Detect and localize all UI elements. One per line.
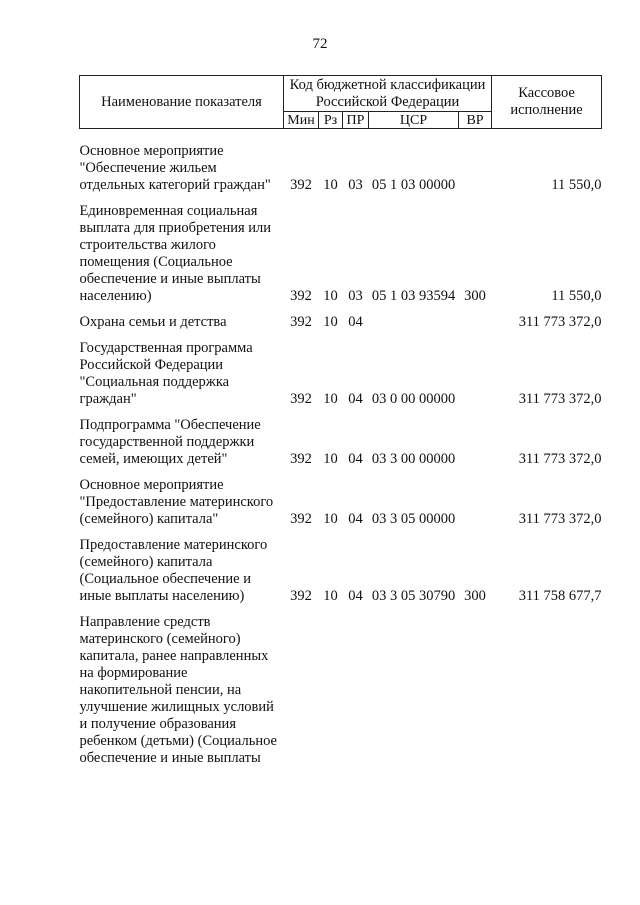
row-min: 392 [290, 314, 312, 330]
table-row [80, 528, 602, 605]
row-rz: 10 [323, 177, 338, 193]
table-row [80, 605, 602, 767]
row-name: Единовременная социальная выплата для приобретения или строительства жилого помещения (Социальное обеспечение и иные выплаты населению) [79, 203, 272, 304]
table-header [80, 76, 602, 129]
row-min: 392 [290, 177, 312, 193]
row-name: Направление средств материнского (семейного) капитала, ранее направленных на формирование накопительной пенсии, на улучшение жилищных условий и получение образования ребенком (детьми) (Социальное обеспечение и иные выплаты [79, 614, 277, 766]
table-row [80, 331, 602, 408]
row-min: 392 [290, 511, 312, 527]
row-vr [459, 408, 492, 468]
row-name: Подпрограмма "Обеспечение государственной поддержки семей, имеющих детей" [79, 417, 261, 467]
budget-table [79, 75, 602, 767]
row-name: Основное мероприятие "Предоставление материнского (семейного) капитала" [79, 477, 274, 527]
row-vr: 300 [464, 588, 486, 604]
row-csr: 05 1 03 93594 [371, 288, 456, 304]
row-rz [319, 605, 343, 767]
table-row [80, 194, 602, 305]
row-min: 392 [290, 588, 312, 604]
header-rz: Рз [319, 112, 343, 129]
row-pr: 04 [348, 511, 363, 527]
table-row [80, 129, 602, 195]
header-name: Наименование показателя [80, 76, 284, 129]
row-pr: 03 [348, 177, 363, 193]
header-pr: ПР [343, 112, 369, 129]
row-rz: 10 [323, 314, 338, 330]
table-row [80, 305, 602, 331]
header-csr: ЦСР [369, 112, 459, 129]
row-pr: 04 [348, 314, 363, 330]
row-vr [459, 129, 492, 195]
row-name: Предоставление материнского (семейного) капитала (Социальное обеспечение и иные выплаты населению) [79, 537, 268, 604]
row-csr: 03 3 00 00000 [371, 451, 456, 467]
row-rz: 10 [323, 391, 338, 407]
row-csr: 05 1 03 00000 [371, 177, 456, 193]
row-min: 392 [290, 391, 312, 407]
header-vr: ВР [459, 112, 492, 129]
table-row [80, 408, 602, 468]
row-rz: 10 [323, 588, 338, 604]
row-name: Охрана семьи и детства [79, 314, 227, 330]
row-amount: 11 550,0 [551, 288, 602, 304]
row-vr [459, 331, 492, 408]
row-vr: 300 [464, 288, 486, 304]
row-csr: 03 3 05 30790 [371, 588, 456, 604]
row-amount: 311 773 372,0 [518, 451, 602, 467]
row-name: Основное мероприятие "Обеспечение жильем отдельных категорий граждан" [79, 143, 271, 193]
row-csr: 03 3 05 00000 [371, 511, 456, 527]
row-rz: 10 [323, 288, 338, 304]
row-name: Государственная программа Российской Федерации "Социальная поддержка граждан" [79, 340, 253, 407]
row-pr: 04 [348, 588, 363, 604]
row-vr [459, 305, 492, 331]
header-min: Мин [284, 112, 319, 129]
row-amount: 311 758 677,7 [518, 588, 602, 604]
row-vr [459, 468, 492, 528]
row-amount: 311 773 372,0 [518, 314, 602, 330]
row-pr [343, 605, 369, 767]
row-pr: 03 [348, 288, 363, 304]
row-amount: 11 550,0 [551, 177, 602, 193]
header-amount: Кассовое исполнение [492, 76, 602, 129]
row-csr [369, 305, 459, 331]
row-min: 392 [290, 451, 312, 467]
row-csr: 03 0 00 00000 [371, 391, 456, 407]
row-rz: 10 [323, 451, 338, 467]
row-amount: 311 773 372,0 [518, 511, 602, 527]
table-body [80, 129, 602, 768]
row-pr: 04 [348, 451, 363, 467]
header-code-group: Код бюджетной классификации Российской Федерации [284, 76, 492, 112]
row-min: 392 [290, 288, 312, 304]
row-rz: 10 [323, 511, 338, 527]
row-amount [492, 605, 602, 767]
table-row [80, 468, 602, 528]
row-amount: 311 773 372,0 [518, 391, 602, 407]
row-min [284, 605, 319, 767]
row-pr: 04 [348, 391, 363, 407]
row-csr [369, 605, 459, 767]
page-number: 72 [312, 36, 328, 52]
row-vr [459, 605, 492, 767]
